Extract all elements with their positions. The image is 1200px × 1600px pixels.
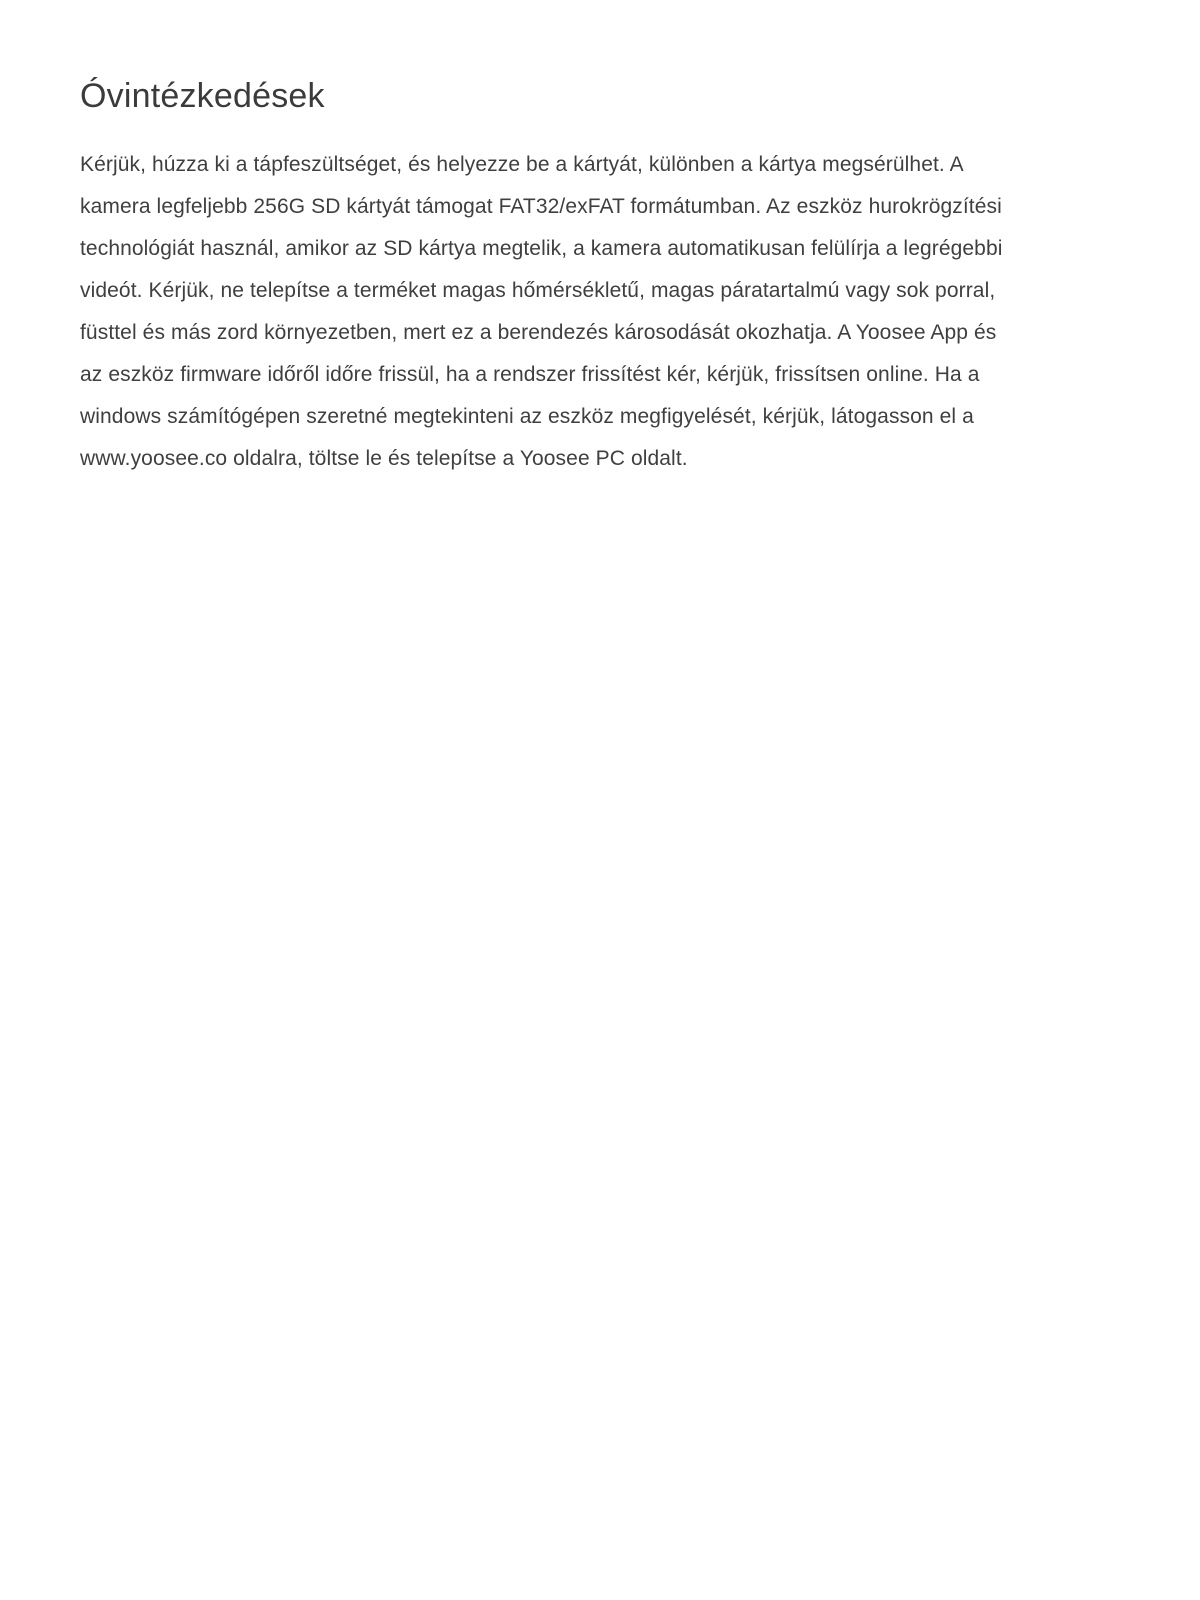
paragraph-line: windows számítógépen szeretné megtekinteni az eszköz megfigyelését, kérjük, látogasson el a xyxy=(80,405,974,428)
paragraph-line: videót. Kérjük, ne telepítse a terméket magas hőmérsékletű, magas páratartalmú vagy sok porral, xyxy=(80,279,996,302)
paragraph-line: füsttel és más zord környezetben, mert ez a berendezés károsodását okozhatja. A Yoosee App és xyxy=(80,321,997,344)
paragraph-line: technológiát használ, amikor az SD kártya megtelik, a kamera automatikusan felülírja a legrégebbi xyxy=(80,237,1003,260)
paragraph-line: kamera legfeljebb 256G SD kártyát támogat FAT32/exFAT formátumban. Az eszköz hurokrögzítési xyxy=(80,195,1002,218)
paragraph-line: az eszköz firmware időről időre frissül, ha a rendszer frissítést kér, kérjük, frissítsen online. Ha a xyxy=(80,363,980,386)
document-page xyxy=(80,74,1120,480)
precautions-paragraph xyxy=(80,144,1120,480)
paragraph-line: Kérjük, húzza ki a tápfeszültséget, és helyezze be a kártyát, különben a kártya megsérülhet. A xyxy=(80,153,964,176)
page-title: Óvintézkedések xyxy=(80,77,325,115)
paragraph-line: www.yoosee.co oldalra, töltse le és telepítse a Yoosee PC oldalt. xyxy=(80,447,688,470)
